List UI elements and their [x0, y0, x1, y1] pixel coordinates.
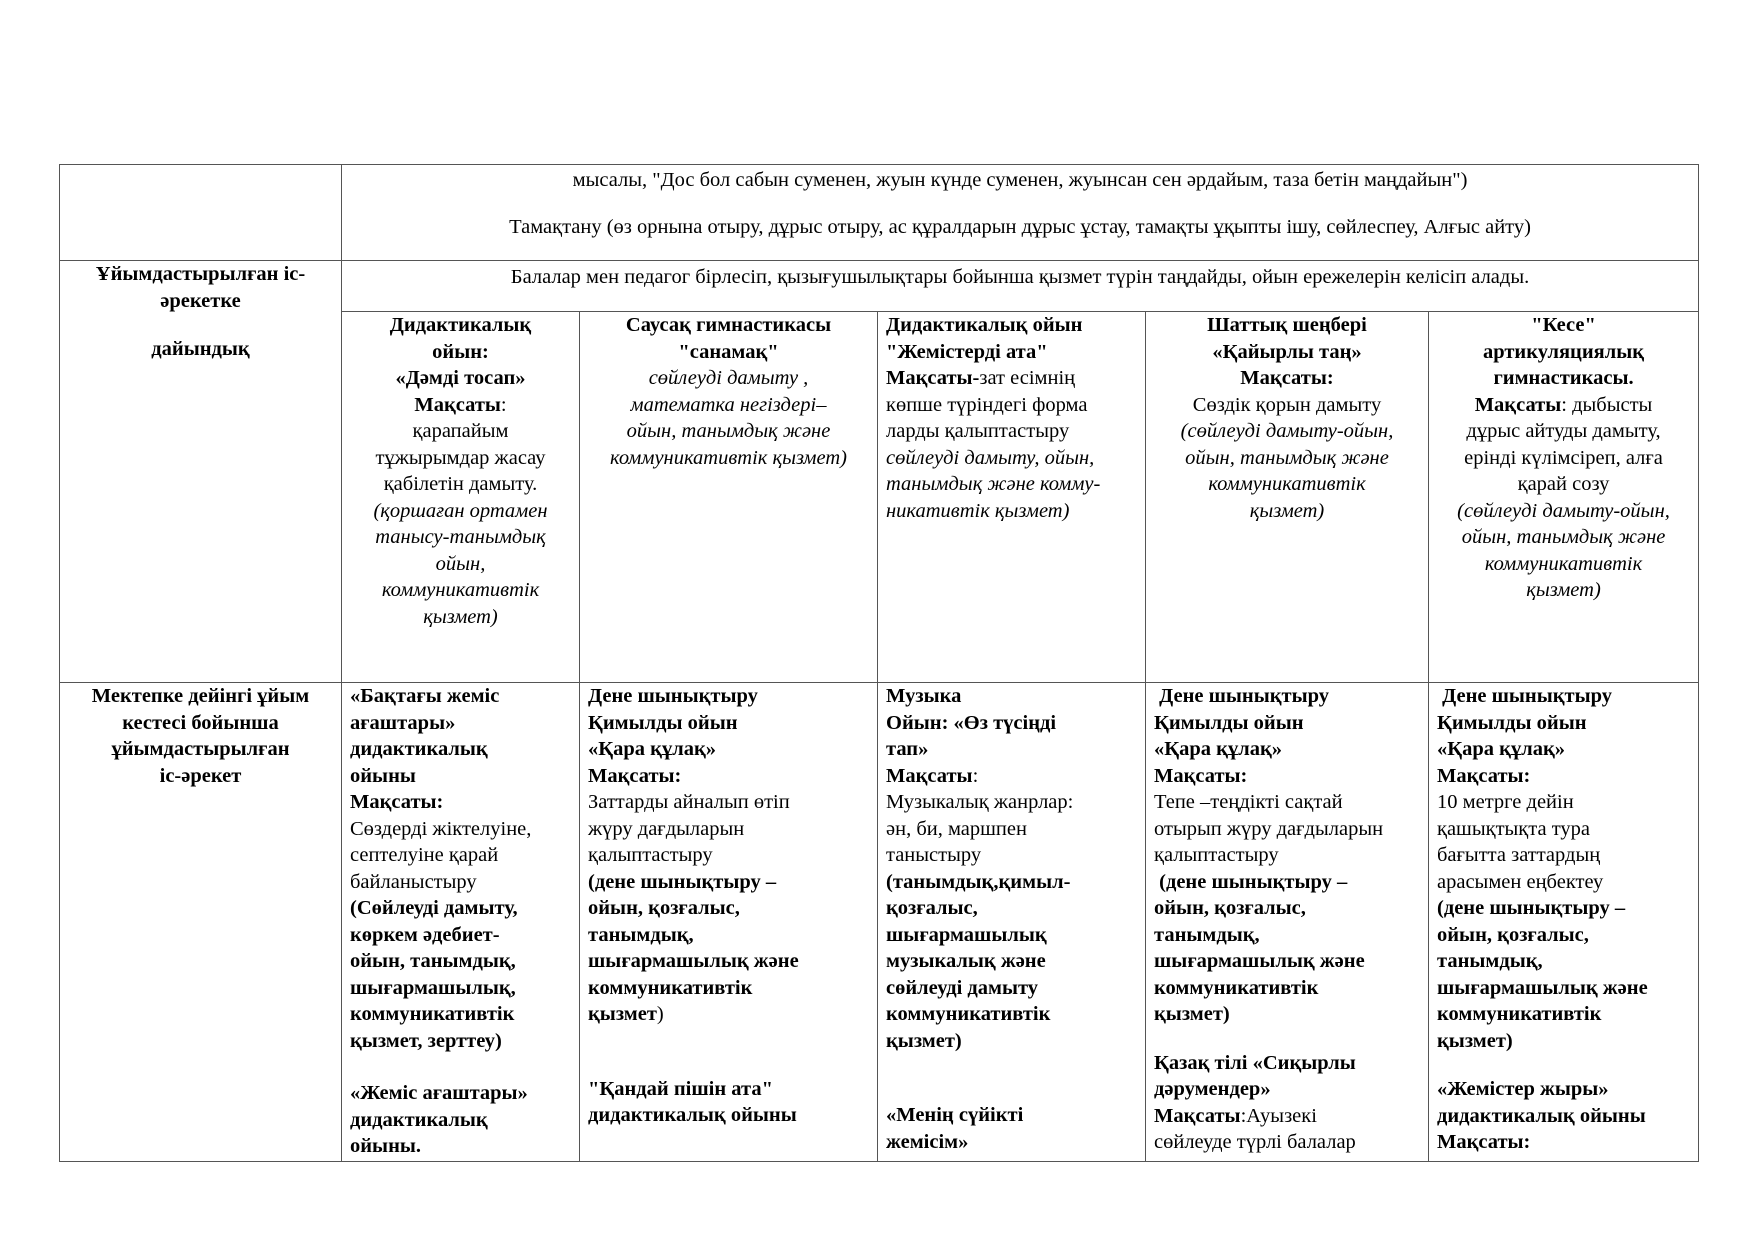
activity-type-note: қызмет	[588, 1003, 657, 1025]
activity-type-note: коммуникативтік	[1484, 552, 1643, 575]
goal-text: ән, би, маршпен	[886, 817, 1027, 840]
activity-type-note: математка негіздері–	[630, 393, 827, 416]
goal-text: қарапайым	[412, 420, 509, 442]
activity-type-note: (дене шынықтыру –	[1154, 870, 1348, 893]
row-label-cell	[60, 165, 342, 261]
lesson-title: "Қандай пішін ата"	[588, 1077, 773, 1100]
activity-type-note: танымдық,	[1437, 950, 1543, 972]
activity-title: «Дәмді тосап»	[395, 367, 526, 389]
row-label: Ұйымдастырылған іс-	[95, 263, 306, 285]
goal-label: Мақсаты:	[1154, 764, 1248, 787]
goal-label: Мақсаты	[1474, 393, 1562, 416]
goal-label: Мақсаты:	[1437, 1131, 1531, 1153]
goal-label: Мақсаты	[1154, 1104, 1241, 1127]
activity-type-note: (сөйлеуді дамыту-ойын,	[1180, 420, 1394, 442]
goal-label: Мақсаты:	[350, 791, 444, 813]
lesson-title: дидактикалық	[350, 738, 488, 760]
lesson-title: Қимылды ойын	[1437, 711, 1587, 734]
activity-title: артикуляциялық	[1482, 340, 1645, 363]
row-label: кестесі бойынша	[122, 711, 279, 734]
activity-type-note: ойын, қозғалыс,	[1437, 923, 1589, 946]
lesson-title: дәрумендер»	[1154, 1078, 1271, 1100]
activity-type-note: қызмет, зерттеу)	[350, 1029, 502, 1052]
goal-text: жүру дағдыларын	[588, 817, 745, 840]
activity-type-note: ойын, танымдық және	[626, 420, 831, 442]
goal-text: :Ауызекі	[1240, 1104, 1317, 1127]
lesson-title: дидактикалық	[350, 1108, 488, 1131]
goal-text: ларды қалыптастыру	[886, 420, 1070, 442]
lesson-title: «Қара құлақ»	[1437, 738, 1566, 760]
lesson-title: «Жемістер жыры»	[1437, 1078, 1609, 1100]
goal-text: қабілетін дамыту.	[383, 473, 538, 495]
goal-text: байланыстыру	[350, 870, 477, 893]
goal-text: қарай созу	[1517, 473, 1610, 495]
goal-text: Сөздерді жіктелуіне,	[350, 817, 532, 840]
activity-cell-wednesday	[878, 312, 1146, 683]
lesson-title: ойыны.	[350, 1135, 422, 1157]
lesson-title: Қимылды ойын	[588, 711, 738, 734]
lesson-title: Қазақ тілі «Сиқырлы	[1154, 1051, 1356, 1074]
routine-text-2: Тамақтану (өз орнына отыру, дұрыс отыру, ас құралдарын дұрыс ұстау, тамақты ұқыпты ішу, сөйлеспеу, Алғыс айту)	[509, 215, 1531, 238]
lesson-title: «Жеміс ағаштары»	[350, 1082, 528, 1104]
lesson-title: «Қара құлақ»	[1154, 738, 1283, 760]
goal-text: таныстыру	[886, 844, 982, 866]
activity-type-note: қызмет)	[1154, 1003, 1230, 1025]
lesson-title: ағаштары»	[350, 711, 456, 734]
row-label-cell	[60, 261, 342, 683]
activity-type-note: (дене шынықтыру –	[1437, 897, 1626, 919]
activity-type-note: танымдық және комму-	[886, 473, 1101, 495]
activity-type-note: никативтік қызмет)	[886, 499, 1070, 522]
goal-text: септелуіне қарай	[350, 844, 499, 866]
activity-type-note: сөйлеуді дамыту	[886, 976, 1039, 999]
goal-label: Мақсаты:	[1240, 367, 1334, 389]
activity-type-note: шығармашылық	[886, 923, 1047, 946]
lesson-title: жемісім»	[886, 1130, 969, 1153]
activity-type-note: танысу-танымдық	[375, 526, 546, 548]
goal-label: Мақсаты:	[588, 764, 682, 787]
activity-title: Саусақ гимнастикасы	[625, 314, 832, 336]
goal-label: Мақсаты-	[886, 367, 980, 389]
row-label-cell	[60, 683, 342, 1162]
activity-type-note: коммуникативтік	[886, 1003, 1051, 1025]
activity-title: Дидактикалық	[389, 314, 532, 336]
activity-title: гимнастикасы.	[1493, 367, 1634, 389]
activity-type-note: шығармашылық және	[588, 950, 799, 972]
lesson-cell-thursday	[1146, 683, 1429, 1162]
activity-type-note: ойын, танымдық және	[1185, 446, 1389, 469]
lesson-cell-monday	[342, 683, 580, 1162]
row-label: Мектепке дейінгі ұйым	[91, 685, 310, 707]
activity-type-note: (дене шынықтыру –	[588, 870, 777, 893]
table-row	[60, 683, 1699, 1162]
lesson-cell-friday	[1429, 683, 1699, 1162]
activity-title: "Жемістерді ата"	[886, 340, 1048, 363]
activity-type-note: танымдық,	[588, 923, 694, 946]
activity-type-note: музыкалық және	[886, 950, 1046, 972]
preparation-cell	[342, 261, 1699, 312]
goal-text: тұжырымдар жасау	[375, 446, 546, 469]
lesson-title: ойыны	[350, 764, 416, 787]
row-label: әрекетке	[160, 289, 241, 312]
activity-type-note: коммуникативтік	[381, 579, 540, 601]
goal-text: : дыбысты	[1561, 393, 1653, 416]
table-row	[60, 261, 1699, 312]
activity-type-note: шығармашылық,	[350, 976, 516, 999]
activity-type-note: коммуникативтік	[1154, 976, 1319, 999]
goal-text: қалыптастыру	[588, 844, 713, 866]
lesson-cell-tuesday: Дене шынықтыру Қимылды ойын «Қара құлақ» Мақсаты: Заттарды айналып өтіп жүру дағдыларын қалыптастыру (дене шынықтыру – ойын, қозғалыс, танымдық, шығармашылық және коммуникативтік қызмет) "Қандай пішін ата" дидактикалық ойыны	[580, 683, 878, 1162]
goal-text: қалыптастыру	[1154, 844, 1279, 866]
table-row	[60, 165, 1699, 261]
routine-text-1: мысалы, "Дос бол сабын суменен, жуын күнде суменен, жуынсан сен әрдайым, таза бетін маңдайын")	[572, 169, 1468, 191]
activity-type-note: ойын,	[435, 552, 486, 575]
goal-text: 10 метрге дейін	[1437, 791, 1574, 813]
activity-type-note: ойын, танымдық,	[350, 950, 516, 972]
goal-label: Мақсаты	[886, 764, 973, 787]
activity-type-note: шығармашылық және	[1437, 976, 1648, 999]
activity-type-note: қызмет)	[1249, 499, 1325, 522]
activity-type-note: коммуникативтік	[1208, 473, 1366, 495]
activity-title: "санамақ"	[678, 340, 779, 363]
lesson-title: «Бақтағы жеміс	[350, 685, 500, 707]
activity-type-note: (танымдық,қимыл-	[886, 870, 1071, 893]
goal-text: қашықтықта тура	[1437, 817, 1590, 840]
lesson-title: дидактикалық ойыны	[588, 1104, 797, 1126]
lesson-title: Ойын: «Өз түсіңді	[886, 711, 1057, 734]
activity-type-note: (Сөйлеуді дамыту,	[350, 897, 518, 919]
goal-text: зат есімнің	[979, 367, 1076, 389]
goal-text: Сөздік қорын дамыту	[1192, 393, 1382, 416]
activity-type-note: (сөйлеуді дамыту-ойын,	[1457, 499, 1670, 522]
goal-label: Мақсаты:	[1437, 764, 1531, 787]
activity-cell-monday: Дидактикалық ойын: «Дәмді тосап» Мақсаты: қарапайым тұжырымдар жасау қабілетін дамыту. (қоршаған ортамен танысу-танымдық ойын, коммуникативтік қызмет)	[342, 312, 580, 683]
lesson-plan-table	[59, 164, 1699, 1162]
activity-type-note: коммуникативтік	[1437, 1003, 1602, 1025]
preparation-text: Балалар мен педагог бірлесіп, қызығушылықтары бойынша қызмет түрін таңдайды, ойын ережелерін келісіп алады.	[510, 266, 1530, 288]
goal-label: Мақсаты	[414, 393, 501, 416]
goal-text: көпше түріндегі форма	[886, 393, 1088, 416]
goal-text: Заттарды айналып өтіп	[588, 791, 790, 813]
goal-text: отырып жүру дағдыларын	[1154, 817, 1384, 840]
lesson-title: Музыка	[886, 685, 962, 707]
activity-type-note: коммуникативтік қызмет)	[610, 446, 847, 469]
activity-type-note: сөйлеуді дамыту ,	[648, 367, 809, 389]
activity-title: ойын:	[432, 340, 489, 363]
activity-type-note: қызмет)	[886, 1029, 962, 1052]
routine-cell	[342, 165, 1699, 261]
row-label: ұйымдастырылған	[111, 738, 290, 760]
activity-type-note: қызмет)	[1437, 1029, 1513, 1052]
activity-title: «Қайырлы таң»	[1212, 340, 1362, 363]
lesson-title: Қимылды ойын	[1154, 711, 1304, 734]
lesson-title: дидактикалық ойыны	[1437, 1104, 1646, 1127]
row-label: дайындық	[151, 338, 250, 360]
activity-cell-thursday	[1146, 312, 1429, 683]
goal-text: дұрыс айтуды дамыту,	[1466, 420, 1661, 442]
activity-type-note: көркем әдебиет-	[350, 923, 500, 946]
activity-cell-friday	[1429, 312, 1699, 683]
goal-text: Тепе –теңдікті сақтай	[1154, 791, 1343, 813]
activity-type-note: ойын, қозғалыс,	[588, 897, 740, 919]
goal-text: Музыкалық жанрлар:	[886, 791, 1074, 813]
goal-text: сөйлеуде түрлі балалар	[1154, 1131, 1356, 1153]
activity-cell-tuesday	[580, 312, 878, 683]
activity-type-note: коммуникативтік	[588, 976, 753, 999]
goal-text: арасымен еңбектеу	[1437, 870, 1604, 893]
activity-type-note: ойын, танымдық және	[1461, 526, 1666, 548]
activity-title: Шаттық шеңбері	[1207, 314, 1367, 336]
activity-type-note: сөйлеуді дамыту, ойын,	[886, 446, 1095, 469]
lesson-title: Дене шынықтыру	[1154, 685, 1330, 707]
goal-text: ерінді күлімсіреп, алға	[1464, 446, 1663, 469]
row-label: іс-әрекет	[159, 764, 242, 787]
activity-type-note: қызмет)	[1526, 579, 1601, 601]
lesson-title: Дене шынықтыру	[588, 685, 758, 707]
lesson-cell-wednesday: Музыка Ойын: «Өз түсіңді тап» Мақсаты: Музыкалық жанрлар: ән, би, маршпен таныстыру (танымдық,қимыл- қозғалыс, шығармашылық музыкалық және сөйлеуді дамыту коммуникативтік қызмет) «Менің сүйікті жемісім»	[878, 683, 1146, 1162]
activity-type-note: қызмет)	[423, 605, 498, 628]
goal-text: бағытта заттардың	[1437, 844, 1601, 866]
activity-type-note: ойын, қозғалыс,	[1154, 897, 1306, 919]
activity-title: "Кесе"	[1531, 314, 1596, 336]
lesson-title: тап»	[886, 738, 929, 760]
activity-title: Дидактикалық ойын	[886, 314, 1083, 336]
activity-type-note: (қоршаған ортамен	[373, 499, 548, 522]
lesson-title: Дене шынықтыру	[1437, 685, 1613, 707]
activity-type-note: танымдық,	[1154, 923, 1260, 946]
activity-type-note: қозғалыс,	[886, 897, 978, 919]
activity-type-note: коммуникативтік	[350, 1003, 515, 1025]
activity-type-note: шығармашылық және	[1154, 950, 1365, 972]
lesson-title: «Менің сүйікті	[886, 1104, 1024, 1126]
lesson-title: «Қара құлақ»	[588, 738, 717, 760]
